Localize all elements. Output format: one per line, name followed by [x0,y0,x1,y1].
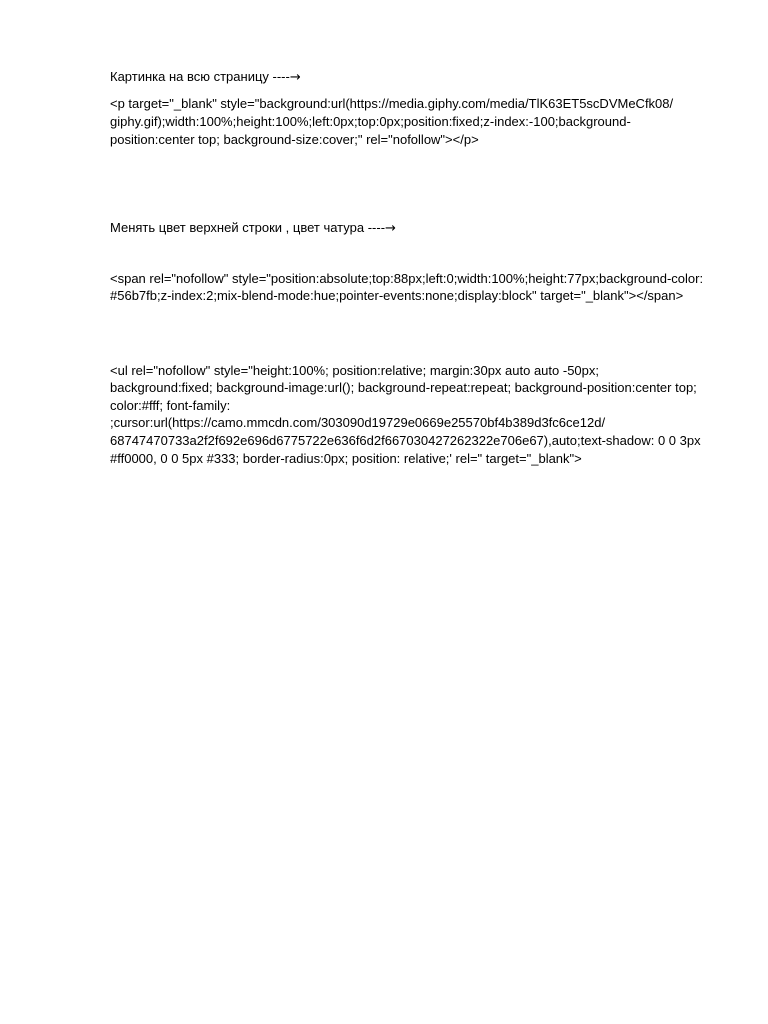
code-line: #56b7fb;z-index:2;mix-blend-mode:hue;pointer-events:none;display:block" target="_blank"></span> [110,288,684,303]
code-line: color:#fff; font-family: [110,398,231,413]
heading-top-bar-color [110,219,396,238]
code-line: background:fixed; background-image:url(); background-repeat:repeat; background-position:center top; [110,380,697,395]
code-line: <ul rel="nofollow" style="height:100%; position:relative; margin:30px auto auto -50px; [110,363,599,378]
right-arrow-icon: → [385,221,396,236]
heading-fullpage-image [110,68,301,87]
code-line: ;cursor:url(https://camo.mmcdn.com/303090d19729e0669e25570bf4b389d3fc6ce12d/ [110,415,606,430]
right-arrow-icon: → [289,70,301,85]
heading-top-bar-color-text: Менять цвет верхней строки , цвет чатура ---- [110,220,386,235]
code-line: <p target="_blank" style="background:url(https://media.giphy.com/media/TlK63ET5scDVMeCfk08/ [110,96,674,111]
code-line: #ff0000, 0 0 5px #333; border-radius:0px; position: relative;' rel=" target="_blank"> [110,451,582,466]
heading-fullpage-image-text: Картинка на всю страницу ---- [110,69,290,84]
code-line: <span rel="nofollow" style="position:absolute;top:88px;left:0;width:100%;height:77px;background-color: [110,271,704,286]
code-line: 68747470733a2f2f692e696d6775722e636f6d2f667030427262322e706e67),auto;text-shadow: 0 0 3px [110,433,701,448]
code-line: giphy.gif);width:100%;height:100%;left:0px;top:0px;position:fixed;z-index:-100;background- [110,114,631,129]
code-line: position:center top; background-size:cover;" rel="nofollow"></p> [110,132,479,147]
